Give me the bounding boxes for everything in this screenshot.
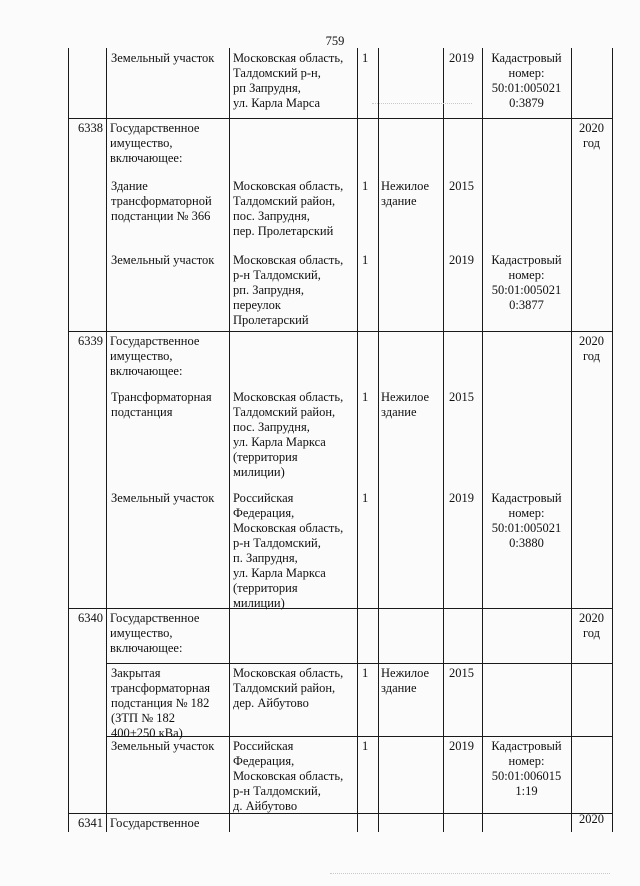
column-line (68, 48, 69, 832)
building-address: Московская область, Талдомский район, пос. Запрудня, ул. Карла Маркса (территория милиции) (233, 390, 344, 479)
building-type: Нежилое здание (381, 179, 430, 208)
column-line (357, 48, 358, 832)
row-year: 2020 (579, 812, 604, 826)
building-year: 2015 (449, 390, 474, 404)
building-address: Московская область, Талдомский район, пос. Запрудня, пер. Пролетарский (233, 179, 344, 238)
land-address: Российская Федерация, Московская область, р-н Талдомский, д. Айбутово (233, 739, 344, 813)
land-cadastral: Кадастровый номер: 50:01:006015 1:19 (491, 739, 562, 798)
land-name: Земельный участок (111, 739, 215, 753)
land-year: 2019 (449, 491, 474, 505)
building-type: Нежилое здание (381, 666, 430, 695)
row-year: 2020 год (579, 121, 604, 150)
item-title: Государственное имущество, включающее: (110, 334, 200, 378)
column-line (612, 48, 613, 832)
building-year: 2015 (449, 666, 474, 680)
land-qty: 1 (362, 51, 369, 65)
row-line (106, 663, 612, 664)
land-address: Московская область, Талдомский р-н, рп Запрудня, ул. Карла Марса (233, 51, 344, 110)
land-address: Московская область, р-н Талдомский, рп. Запрудня, переулок Пролетарский (233, 253, 344, 327)
row-number: 6338 (78, 121, 103, 135)
land-qty: 1 (362, 491, 369, 505)
building-qty: 1 (362, 390, 369, 404)
land-year: 2019 (449, 253, 474, 267)
row-line (68, 331, 612, 332)
column-line (229, 48, 230, 832)
scan-artifact (372, 103, 472, 104)
row-year: 2020 год (579, 611, 604, 640)
row-line (68, 118, 612, 119)
item-title: Государственное (110, 816, 200, 830)
land-year: 2019 (449, 51, 474, 65)
building-address: Московская область, Талдомский район, дер. Айбутово (233, 666, 344, 710)
row-year: 2020 год (579, 334, 604, 363)
building-type: Нежилое здание (381, 390, 430, 419)
building-year: 2015 (449, 179, 474, 193)
building-qty: 1 (362, 179, 369, 193)
land-address: Российская Федерация, Московская область, р-н Талдомский, п. Запрудня, ул. Карла Маркса (территория милиции) (233, 491, 344, 610)
row-number: 6340 (78, 611, 103, 625)
column-line (443, 48, 444, 832)
land-qty: 1 (362, 253, 369, 267)
land-qty: 1 (362, 739, 369, 753)
land-name: Земельный участок (111, 491, 215, 505)
building-name: Трансформаторная подстанция (111, 390, 212, 419)
building-qty: 1 (362, 666, 369, 680)
land-cadastral: Кадастровый номер: 50:01:005021 0:3879 (491, 51, 562, 110)
scan-artifact (330, 873, 610, 874)
building-name: Здание трансформаторной подстанции № 366 (111, 179, 212, 223)
column-line (106, 48, 107, 832)
column-line (482, 48, 483, 832)
column-line (571, 48, 572, 832)
row-number: 6341 (78, 816, 103, 830)
land-name: Земельный участок (111, 253, 215, 267)
land-cadastral: Кадастровый номер: 50:01:005021 0:3877 (491, 253, 562, 312)
land-cadastral: Кадастровый номер: 50:01:005021 0:3880 (491, 491, 562, 550)
land-year: 2019 (449, 739, 474, 753)
row-number: 6339 (78, 334, 103, 348)
land-name: Земельный участок (111, 51, 215, 65)
column-line (378, 48, 379, 832)
item-title: Государственное имущество, включающее: (110, 121, 200, 165)
item-title: Государственное имущество, включающее: (110, 611, 200, 655)
building-name: Закрытая трансформаторная подстанция № 182 (ЗТП № 182 400+250 кВа) (111, 666, 211, 740)
page-number: 759 (325, 34, 345, 48)
